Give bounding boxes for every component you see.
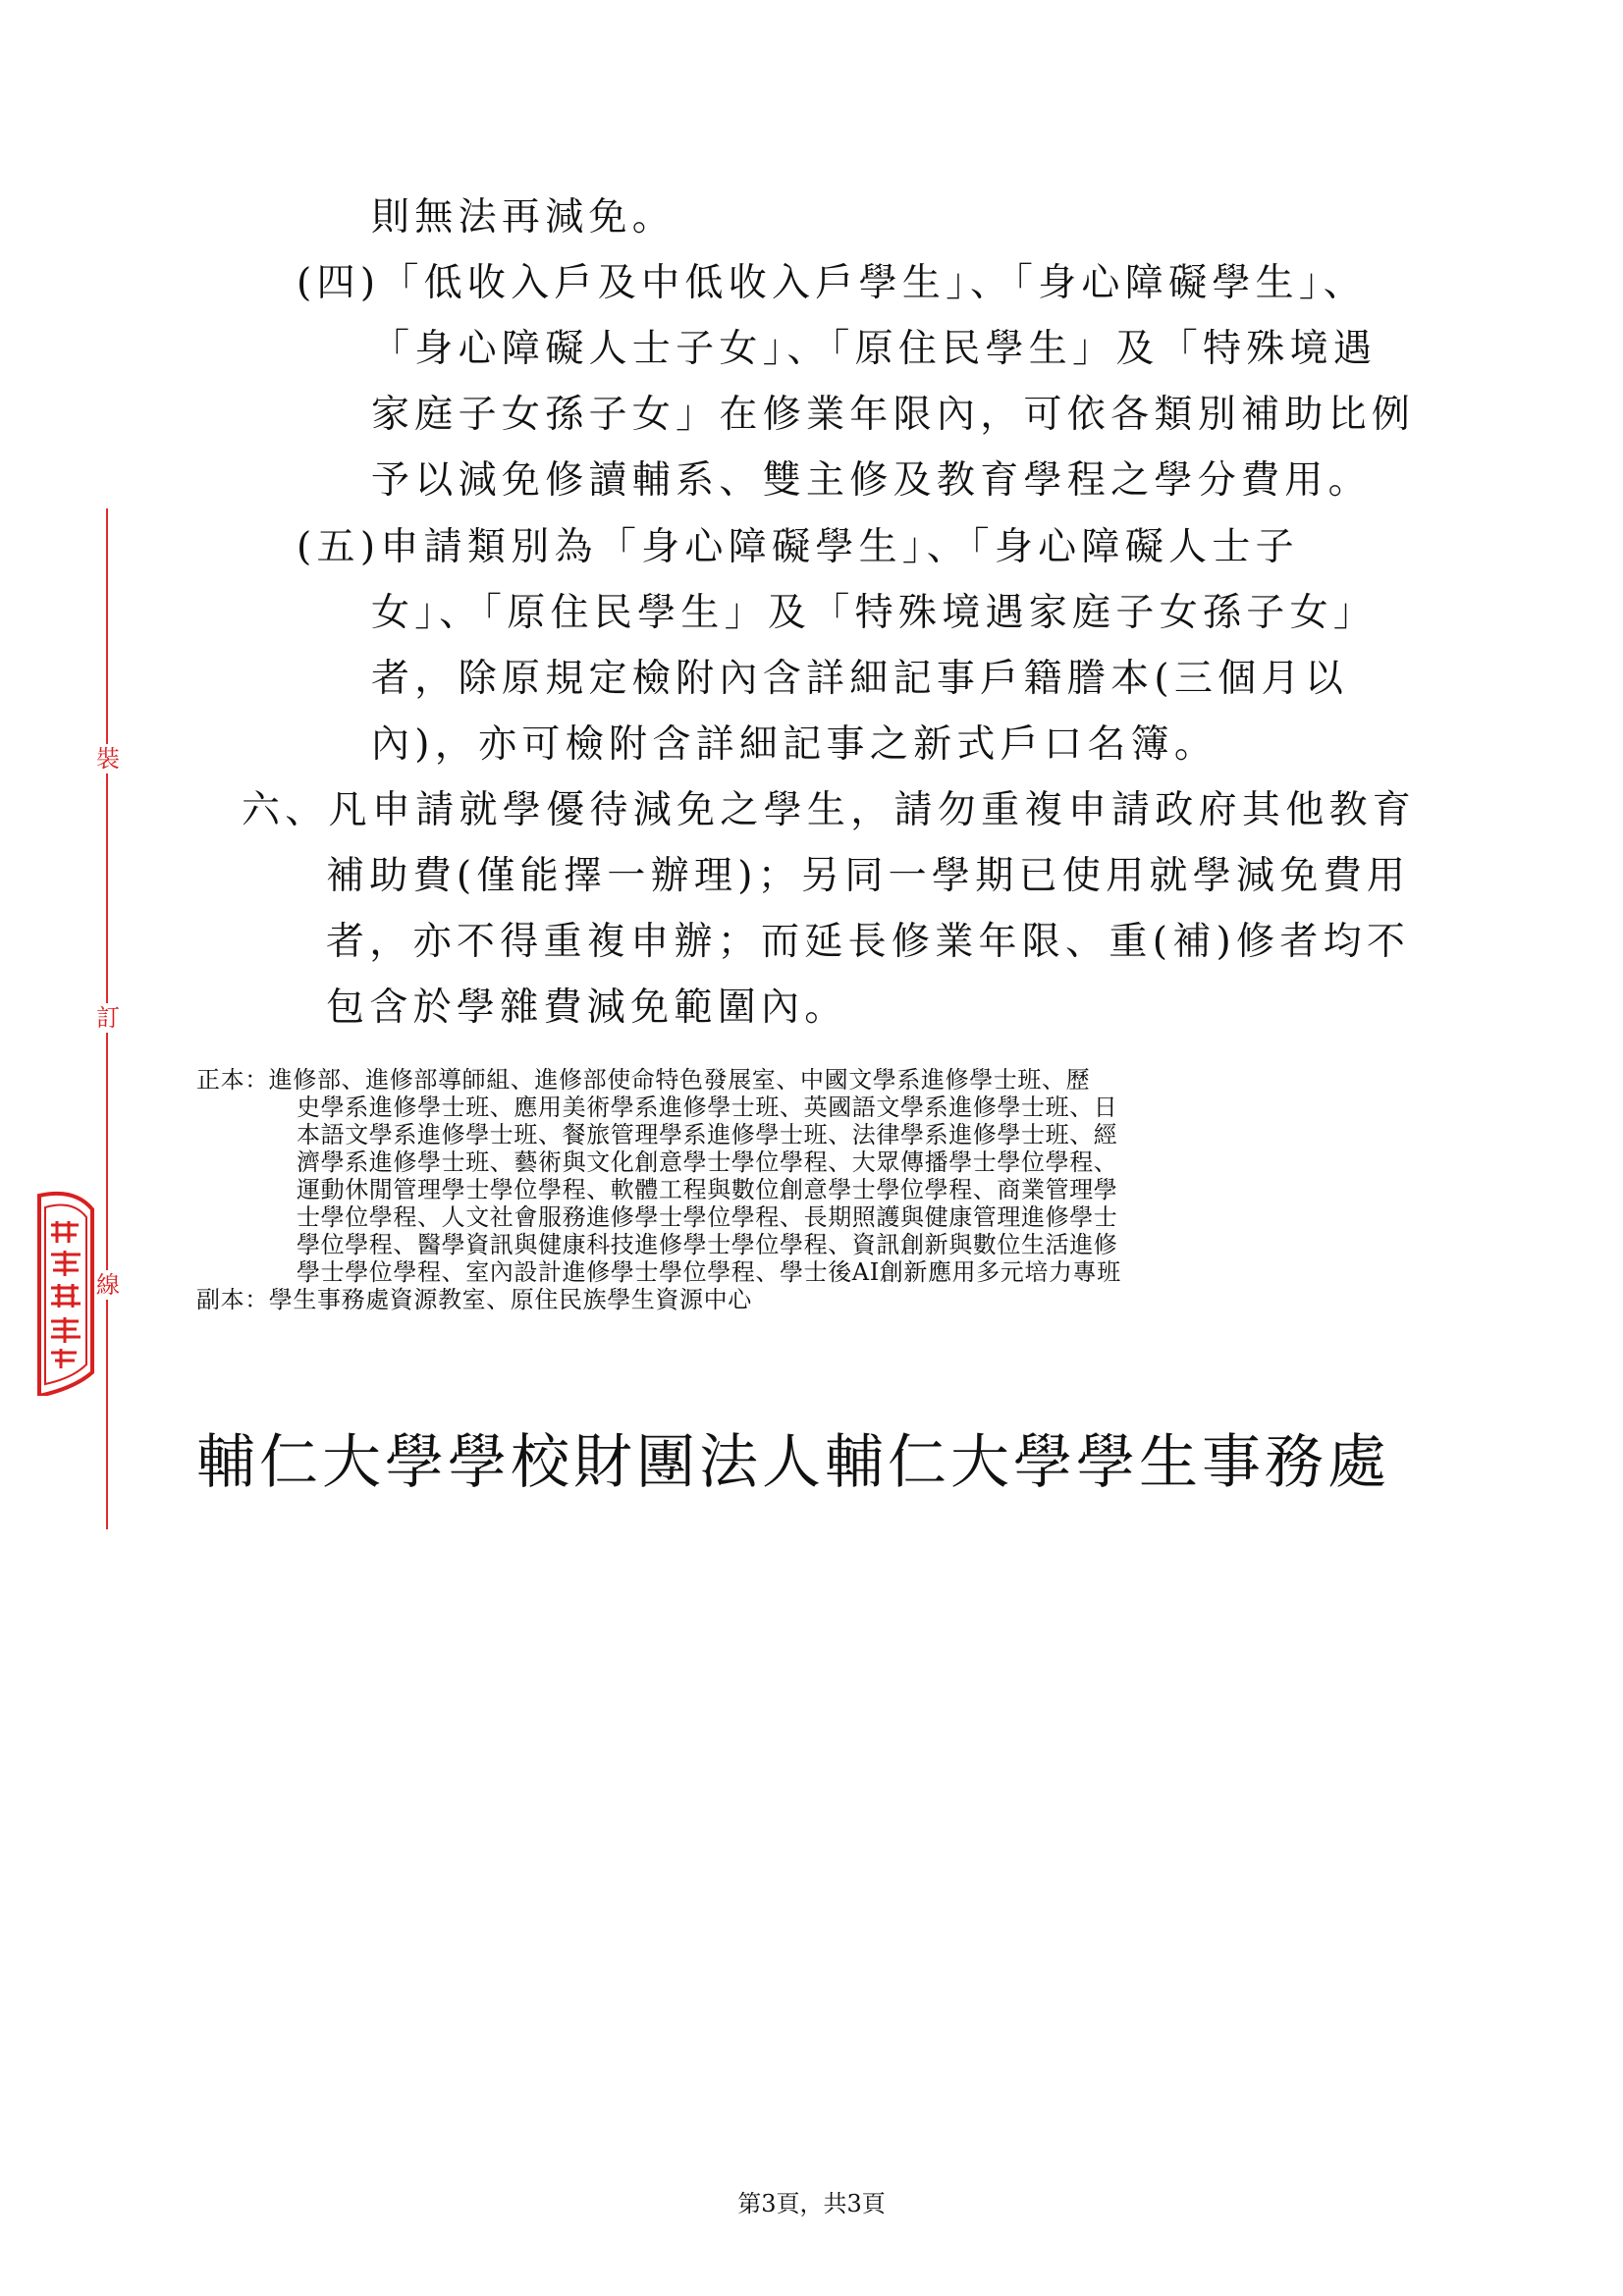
seal-stamp-icon: [35, 1186, 94, 1396]
cc-line-7: 學位學程、醫學資訊與健康科技進修學士學位學程、資訊創新與數位生活進修: [297, 1231, 1118, 1258]
text-line-4: 家庭子女孫子女」在修業年限內，可依各類別補助比例: [371, 393, 1416, 437]
cc-line-6: 士學位學程、人文社會服務進修學士學位學程、長期照護與健康管理進修學士: [297, 1203, 1118, 1231]
text-line-3: 「身心障礙人士子女」、「原住民學生」及「特殊境遇: [371, 327, 1378, 371]
text-line-5: 予以減免修讀輔系、雙主修及教育學程之學分費用。: [371, 458, 1372, 503]
binding-mark-ding: 訂: [96, 1004, 120, 1032]
cc-line-2: 史學系進修學士班、應用美術學系進修學士班、英國語文學系進修學士班、日: [297, 1094, 1118, 1121]
page-number: 第3頁，共3頁: [737, 2190, 886, 2217]
text-line-13: 包含於學雜費減免範圍內。: [326, 986, 848, 1030]
text-line-1: 則無法再減免。: [371, 195, 676, 240]
text-line-10: 六、凡申請就學優待減免之學生，請勿重複申請政府其他教育: [242, 788, 1417, 832]
cc-line-copy: 副本：學生事務處資源教室、原住民族學生資源中心: [196, 1286, 752, 1313]
binding-mark-xian: 線: [96, 1271, 120, 1299]
text-line-9: 內)，亦可檢附含詳細記事之新式戶口名簿。: [371, 722, 1218, 767]
text-line-2: (四)「低收入戶及中低收入戶學生」、「身心障礙學生」、: [297, 261, 1368, 305]
text-line-12: 者，亦不得重複申辦；而延長修業年限、重(補)修者均不: [326, 920, 1411, 964]
text-line-8: 者，除原規定檢附內含詳細記事戶籍謄本(三個月以: [371, 657, 1349, 701]
cc-line-4: 濟學系進修學士班、藝術與文化創意學士學位學程、大眾傳播學士學位學程、: [297, 1148, 1118, 1176]
cc-line-5: 運動休閒管理學士學位學程、軟體工程與數位創意學士學位學程、商業管理學: [297, 1176, 1118, 1203]
cc-line-8: 學士學位學程、室內設計進修學士學位學程、學士後AI創新應用多元培力專班: [297, 1258, 1121, 1286]
text-line-6: (五)申請類別為「身心障礙學生」、「身心障礙人士子: [297, 525, 1299, 569]
issuing-office: 輔仁大學學校財團法人輔仁大學學生事務處: [196, 1428, 1390, 1497]
text-line-7: 女」、「原住民學生」及「特殊境遇家庭子女孫子女」: [371, 591, 1378, 635]
text-line-11: 補助費(僅能擇一辦理)；另同一學期已使用就學減免費用: [326, 854, 1411, 898]
binding-mark-zhuang: 裝: [96, 745, 120, 773]
cc-line-1: 正本：進修部、進修部導師組、進修部使命特色發展室、中國文學系進修學士班、歷: [196, 1066, 1091, 1094]
cc-line-3: 本語文學系進修學士班、餐旅管理學系進修學士班、法律學系進修學士班、經: [297, 1121, 1118, 1148]
